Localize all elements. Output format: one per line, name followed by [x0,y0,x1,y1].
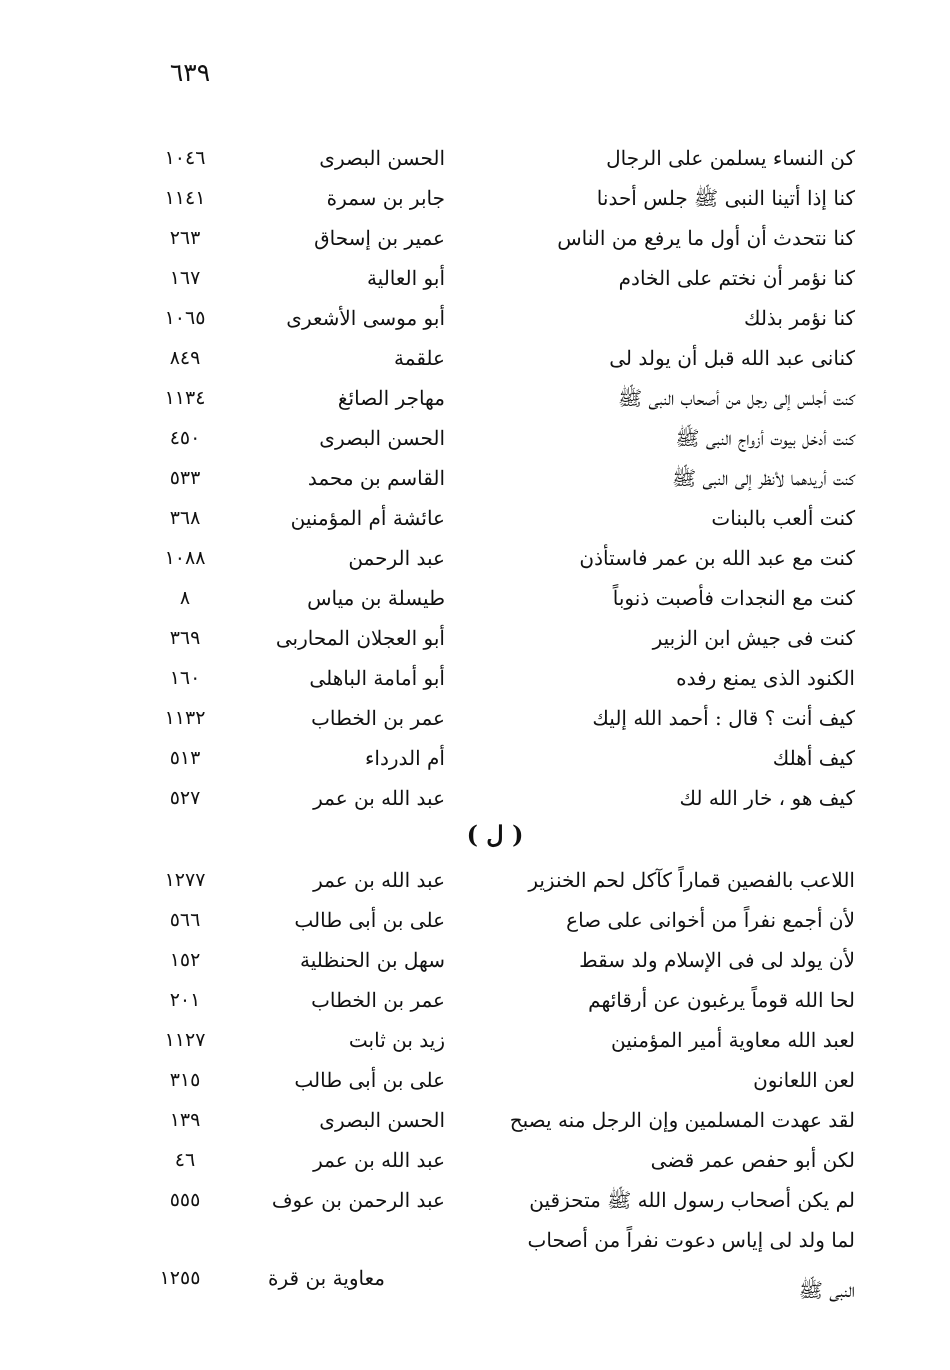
table-row [0,1020,950,1060]
narrator-name: عبد الله بن عمر [313,786,445,810]
reference-number: ٥٦٦ [169,909,201,931]
section-letter-heading: ( ل ) [466,820,524,849]
hadith-text: لعن اللعانون [753,1068,855,1092]
table-row [0,498,950,538]
reference-number: ٨ [179,587,191,609]
hadith-text: لم يكن أصحاب رسول الله ﷺ متحزقين [529,1188,855,1212]
hadith-text: كنت أدخل بيوت أزواج النبى ﷺ [675,426,855,450]
hadith-text: الكنود الذى يمنع رفده [676,666,855,690]
hadith-text: كيف أهلك [772,746,855,770]
hadith-text: لحا الله قوماً يرغبون عن أرقائهم [588,988,855,1012]
reference-number: ٥٢٧ [169,787,201,809]
narrator-name: عمر بن الخطاب [311,988,445,1012]
hadith-text: كيف أنت ؟ قال : أحمد الله إليك [592,706,855,730]
table-row [0,418,950,458]
narrator-name: مهاجر الصائغ [337,386,445,410]
narrator-name: جابر بن سمرة [326,186,445,210]
reference-number: ١١٣٤ [164,387,206,409]
narrator-name: القاسم بن محمد [307,466,445,490]
narrator-name: على بن أبى طالب [294,908,445,932]
reference-number: ١٢٥٥ [159,1267,201,1289]
hadith-text: كن النساء يسلمن على الرجال [606,146,855,170]
reference-number: ١٠٤٦ [164,147,206,169]
reference-number: ٨٤٩ [169,347,201,369]
reference-number: ١٦٠ [169,667,201,689]
reference-number: ١٣٩ [169,1109,201,1131]
reference-number: ١٦٧ [169,267,201,289]
hadith-text: كنا إذا أتينا النبى ﷺ جلس أحدنا [596,186,855,210]
table-row [0,538,950,578]
table-row [0,618,950,658]
hadith-text: كنانى عبد الله قبل أن يولد لى [609,346,855,370]
table-row [0,1258,950,1302]
narrator-name: على بن أبى طالب [294,1068,445,1092]
hadith-text: كنا نؤمر بذلك [743,306,855,330]
narrator-name: أبو موسى الأشعرى [286,306,445,330]
table-row [0,980,950,1020]
table-row [0,578,950,618]
narrator-name: عمير بن إسحاق [314,226,445,250]
narrator-name: أم الدرداء [365,746,445,770]
hadith-text: لقد عهدت المسلمين وإن الرجل منه يصبح [509,1108,855,1132]
narrator-name: معاوية بن قرة [268,1266,385,1290]
narrator-name: عبد الله بن عمر [313,1148,445,1172]
narrator-name: سهل بن الحنظلية [299,948,445,972]
narrator-name: الحسن البصرى [319,1108,445,1132]
hadith-text-line-2: النبى ﷺ [798,1278,855,1302]
reference-number: ١٠٦٥ [164,307,206,329]
narrator-name: عبد الله بن عمر [313,868,445,892]
hadith-text: كنت فى جيش ابن الزبير [652,626,855,650]
reference-number: ١١٤١ [164,187,206,209]
reference-number: ١٠٨٨ [164,547,206,569]
reference-number: ٣٦٩ [169,627,201,649]
table-row [0,378,950,418]
hadith-text: كنت أجلس إلى رجل من أصحاب النبى ﷺ [618,386,855,410]
table-row [0,138,950,178]
table-row [0,458,950,498]
hadith-text: كنت أريدهما لأنظر إلى النبى ﷺ [672,466,855,490]
hadith-text: كنت مع عبد الله بن عمر فاستأذن [579,546,855,570]
hadith-text-line-1: لما ولد لى إياس دعوت نفراً من أصحاب [527,1228,855,1252]
hadith-text: كنت ألعب بالبنات [711,506,855,530]
table-row [0,338,950,378]
narrator-name: أبو العجلان المحاربى [275,626,445,650]
table-row [0,860,950,900]
table-row [0,738,950,778]
table-row [0,658,950,698]
narrator-name: أبو العالية [366,266,445,290]
table-row [0,1060,950,1100]
page-number: ٦٣٩ [169,58,211,87]
narrator-name: عائشة أم المؤمنين [290,506,445,530]
table-row [0,778,950,818]
hadith-text: كنا نتحدث أن أول ما يرفع من الناس [557,226,855,250]
reference-number: ١١٣٢ [164,707,206,729]
reference-number: ٤٦ [174,1149,196,1171]
narrator-name: زيد بن ثابت [348,1028,445,1052]
reference-number: ٣١٥ [169,1069,201,1091]
table-row [0,258,950,298]
table-row [0,940,950,980]
table-row [0,1100,950,1140]
reference-number: ١٢٧٧ [164,869,206,891]
reference-number: ٣٦٨ [169,507,201,529]
hadith-text: اللاعب بالفصين قماراً كآكل لحم الخنزير [528,868,855,892]
narrator-name: الحسن البصرى [319,146,445,170]
table-row [0,178,950,218]
hadith-text: لأن يولد لى فى الإسلام ولد سقط [579,948,855,972]
table-row [0,698,950,738]
reference-number: ٤٥٠ [169,427,201,449]
hadith-text: لعبد الله معاوية أمير المؤمنين [611,1028,855,1052]
narrator-name: الحسن البصرى [319,426,445,450]
hadith-text: لأن أجمع نفراً من أخوانى على صاع [566,908,855,932]
hadith-text: كيف هو ، خار الله لك [679,786,855,810]
table-row [0,218,950,258]
narrator-name: أبو أمامة الباهلى [309,666,445,690]
narrator-name: عبد الرحمن بن عوف [271,1188,445,1212]
hadith-text: كنا نؤمر أن نختم على الخادم [618,266,855,290]
table-row [0,1180,950,1220]
table-row [0,1140,950,1180]
hadith-text: لكن أبو حفص عمر قضى [650,1148,855,1172]
reference-number: ٥١٣ [169,747,201,769]
hadith-text: كنت مع النجدات فأصبت ذنوباً [612,586,855,610]
reference-number: ١١٢٧ [164,1029,206,1051]
narrator-name: عبد الرحمن [348,546,445,570]
reference-number: ٢٦٣ [169,227,201,249]
narrator-name: عمر بن الخطاب [311,706,445,730]
reference-number: ١٥٢ [169,949,201,971]
table-row [0,298,950,338]
narrator-name: علقمة [394,346,445,370]
reference-number: ٥٥٥ [169,1189,201,1211]
narrator-name: طيسلة بن مياس [307,586,445,610]
reference-number: ٥٣٣ [169,467,201,489]
reference-number: ٢٠١ [169,989,201,1011]
table-row [0,900,950,940]
